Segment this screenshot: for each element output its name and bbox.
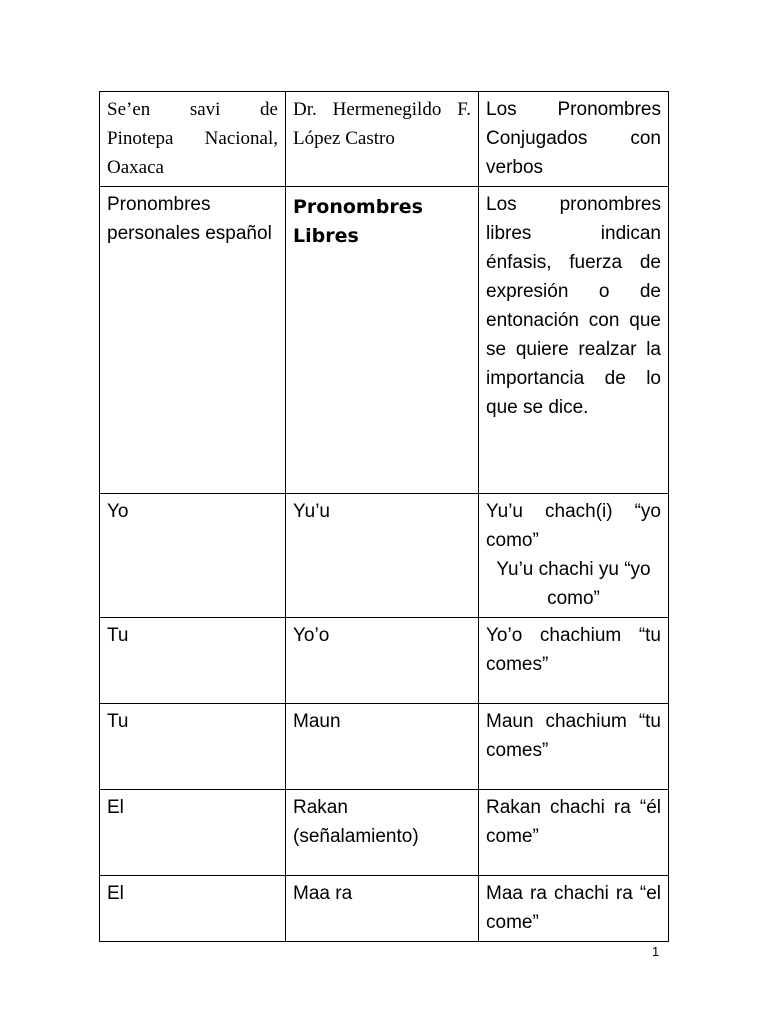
intro-row <box>100 187 669 494</box>
cell-spanish: El <box>100 876 286 942</box>
cell-spanish: Yo <box>100 494 286 618</box>
cell-example: Yo’o chachium “tu comes” <box>479 618 669 704</box>
table-row <box>100 790 669 876</box>
cell-spanish: Tu <box>100 618 286 704</box>
intro-cell-free-pronouns-title: Pronombres Libres <box>286 187 479 494</box>
example-line: Yu’u chach(i) “yo como” <box>486 501 661 551</box>
cell-free-pronoun: Yo’o <box>286 618 479 704</box>
table-row <box>100 876 669 942</box>
intro-cell-spanish-label: Pronombres personales español <box>100 187 286 494</box>
header-cell-language: Se’en savi de Pinotepa Nacional, Oaxaca <box>100 92 286 187</box>
pronouns-table <box>99 91 669 942</box>
cell-example: Rakan chachi ra “él come” <box>479 790 669 876</box>
example-line: Yu’u chachi yu “yo como” <box>496 559 651 609</box>
cell-spanish: Tu <box>100 704 286 790</box>
header-row <box>100 92 669 187</box>
page-number: 1 <box>652 944 660 959</box>
cell-example <box>479 494 669 618</box>
cell-example: Maa ra chachi ra “el come” <box>479 876 669 942</box>
table-row <box>100 704 669 790</box>
intro-cell-description: Los pronombres libres indican énfasis, fuerza de expresión o de entonación con que se quiere realzar la importancia de lo que se dice. <box>479 187 669 494</box>
header-cell-topic: Los Pronombres Conjugados con verbos <box>479 92 669 187</box>
cell-free-pronoun: Maun <box>286 704 479 790</box>
table-row <box>100 494 669 618</box>
cell-spanish: El <box>100 790 286 876</box>
cell-free-pronoun: Yu’u <box>286 494 479 618</box>
cell-example: Maun chachium “tu comes” <box>479 704 669 790</box>
table-row <box>100 618 669 704</box>
cell-free-pronoun: Maa ra <box>286 876 479 942</box>
header-cell-author: Dr. Hermenegildo F. López Castro <box>286 92 479 187</box>
cell-free-pronoun: Rakan (señalamiento) <box>286 790 479 876</box>
